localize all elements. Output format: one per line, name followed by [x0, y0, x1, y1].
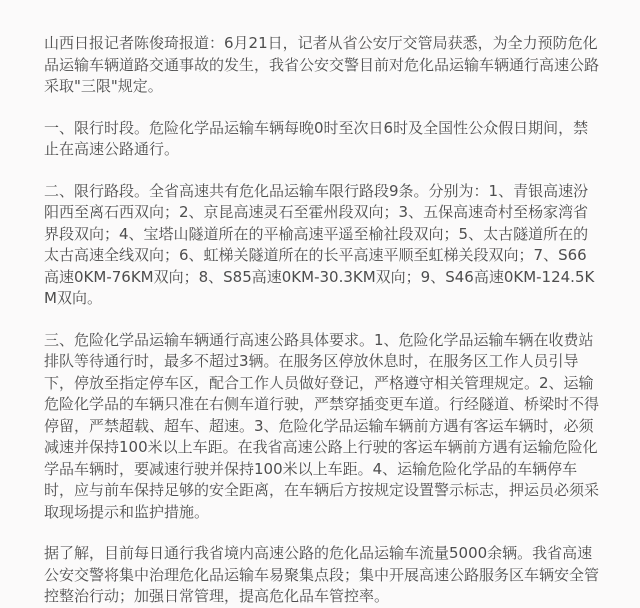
paragraph-summary: 据了解，目前每日通行我省境内高速公路的危化品运输车流量5000余辆。我省高速公安交警将集中治理危化品运输车易聚集点段；集中开展高速公路服务区车辆安全管控整治行动；加强日常管理，提高危化品车管控率。	[44, 544, 600, 605]
paragraph-road-sections: 二、限行路段。全省高速共有危化品运输车限行路段9条。分别为：1、青银高速汾阳西至离石西双向；2、京昆高速灵石至霍州段双向；3、五保高速奇村至杨家湾省界段双向；4、宝塔山隧道所在的平榆高速平遥至榆社段双向；5、太古隧道所在的太古高速全线双向；6、虹梯关隧道所在的长平高速平顺至虹梯关段双向；7、S66高速0KM-76KM双向；8、S85高速0KM-30.3KM双向；9、S46高速0KM-124.5KM双向。	[44, 181, 595, 307]
paragraph-intro: 山西日报记者陈俊琦报道：6月21日，记者从省公安厅交管局获悉，为全力预防危化品运输车辆道路交通事故的发生，我省公安交警目前对危化品运输车辆通行高速公路采取"三限"规定。	[44, 34, 600, 95]
paragraph-requirements: 三、危险化学品运输车辆通行高速公路具体要求。1、危险化学品运输车辆在收费站排队等待通行时，最多不超过3辆。在服务区停放休息时，在服务区工作人员引导下，停放至指定停车区，配合工作人员做好登记，严格遵守相关管理规定。2、运输危险化学品的车辆只准在右侧车道行驶，严禁穿插变更车道。行经隧道、桥梁时不得停留，严禁超载、超车、超速。3、危险化学品运输车辆前方遇有客运车辆时，必须减速并保持100米以上车距。在我省高速公路上行驶的客运车辆前方遇有运输危险化学品车辆时，要减速行驶并保持100米以上车距。4、运输危险化学品的车辆停车时，应与前车保持足够的安全距离，在车辆后方按规定设置警示标志，押运员必须采取现场提示和监护措施。	[44, 330, 600, 521]
paragraph-time-restriction: 一、限行时段。危险化学品运输车辆每晚0时至次日6时及全国性公众假日期间，禁止在高速公路通行。	[44, 118, 589, 158]
